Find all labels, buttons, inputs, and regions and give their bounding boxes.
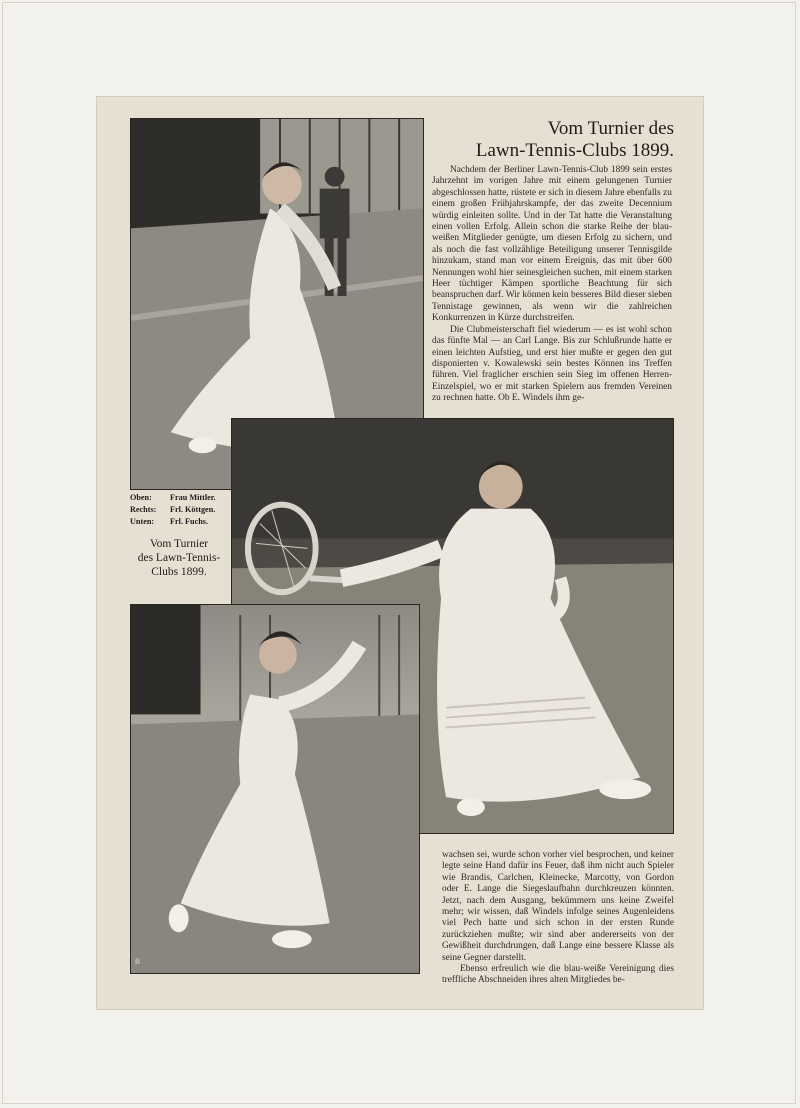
article-text-top [432, 165, 672, 405]
photo-caption [128, 492, 230, 579]
paragraph: Nachdem der Berliner Lawn-Tennis-Club 1899 sein erstes Jahrzehnt im vorigen Jahre mit einem gelungenen Turnier abgeschlossen hatte, rüstete er sich in diesem Jahre ebenfalls zu einem großen Frühjahrskampfe, der das zweite Decennium würdig einleiten sollte. Und in der Tat hatte die Veranstaltung einen vollen Erfolg. Allein schon die starke Reihe der blau-weißen Mitglieder genügte, um diesen Erfolg zu sichern, und als noch die fast vollzählige Beteiligung unserer Tennisgilde hinzukam, stand man vor einem Ereignis, das mit über 600 Nennungen wohl hier seinesgleichen suchen, mit einem starken Heer tüchtiger Kämpen sportliche Beachtung für sich beanspruchen darf. Wir können kein besseres Bild dieser sieben Tennistage gewinnen, als wenn wir die zahlreichen Konkurrenzen in Kürze durchstreifen. [432, 165, 672, 324]
credit-name: Frl. Fuchs. [170, 517, 209, 526]
caption-credits [128, 492, 230, 528]
credit-role: Rechts: [130, 505, 157, 514]
article-text-bottom [442, 850, 674, 987]
photo-frl-fuchs [130, 604, 420, 974]
caption-title-line-1: Vom Turnier [149, 538, 209, 550]
credit-role: Unten: [130, 517, 155, 526]
credit-top [130, 492, 230, 504]
title-line-1: Vom Turnier des [547, 118, 674, 139]
photographer-monogram-icon: ® [134, 958, 141, 966]
caption-title [128, 537, 230, 579]
article-title [430, 118, 674, 162]
paragraph: Ebenso erfreulich wie die blau-weiße Vereinigung dies treffliche Abschneiden ihres alten Mitgliedes be- [442, 964, 674, 986]
credit-right [130, 504, 230, 516]
title-line-2: Lawn-Tennis-Clubs 1899. [475, 140, 674, 161]
credit-name: Frau Mittler. [170, 493, 216, 502]
paragraph: wachsen sei, wurde schon vorher viel besprochen, und keiner legte seine Hand dafür ins Feuer, daß ihm nicht auch Spieler wie Brandis, Carlchen, Kleinecke, Marcotty, von Gordon oder E. Lange die Siegeslaufbahn durchkreuzen könnten. Jetzt, nach dem Ausgang, bekümmern uns keine Zweifel mehr; wir wissen, daß Windels infolge seines Augenleidens viel Pech hatte und sich schon in der ersten Runde zurückziehen mußte; wir sind aber andererseits von der Gewißheit durchdrungen, daß Lange eine bessere Klasse als seine Gegner darstellt. [442, 850, 674, 963]
caption-title-line-2: des Lawn-Tennis- [137, 552, 221, 564]
credit-role: Oben: [130, 493, 152, 502]
credit-name: Frl. Köttgen. [170, 505, 216, 514]
credit-bottom [130, 516, 230, 528]
caption-title-line-3: Clubs 1899. [151, 566, 207, 578]
paragraph: Die Clubmeisterschaft fiel wiederum — es ist wohl schon das fünfte Mal — an Carl Lange. Bis zur Schlußrunde hatte er einen leichten Aufstieg, und erst hier mußte er gegen den gut disponierten v. Kowalewski sein bestes Können ins Treffen führen. Viel fraglicher erschien sein Sieg im offenen Herren-Einzelspiel, wo er mit starken Spielern aus fremden Vereinen zu rechnen hatte. Ob E. Windels ihm ge- [432, 324, 672, 404]
